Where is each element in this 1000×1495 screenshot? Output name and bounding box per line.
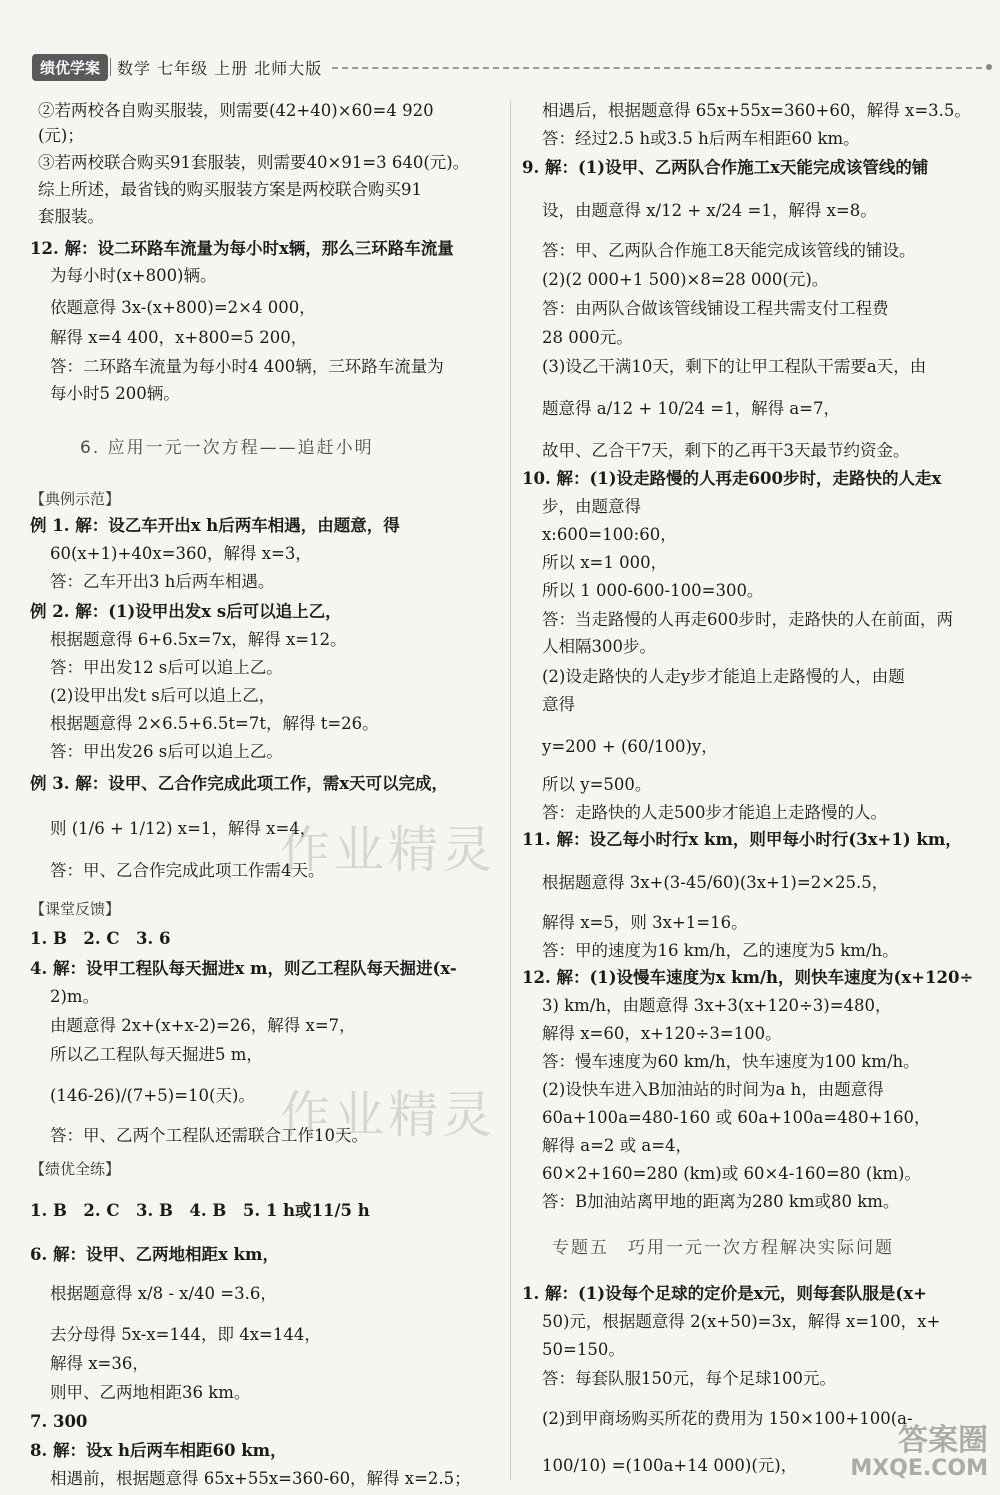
equation-line: 根据题意得 2×6.5+6.5t=7t，解得 t=26。 <box>50 714 379 733</box>
section-tag: 【课堂反馈】 <box>30 900 121 918</box>
answer-choices: 1. B 2. C 3. B 4. B 5. 1 h或11/5 h <box>30 1201 370 1220</box>
answer-line: 答：甲、乙两个工程队还需联合工作10天。 <box>50 1126 368 1145</box>
answer-line: 答：甲、乙两队合作施工8天能完成该管线的铺设。 <box>542 241 916 260</box>
header-dot <box>986 64 992 70</box>
problem-4: 4. 解：设甲工程队每天掘进x m，则乙工程队每天掘进(x- <box>30 959 457 978</box>
problem-12: 12. 解：设二环路车流量为每小时x辆，那么三环路车流量 <box>30 239 454 258</box>
equation-line: 则 (1/6 + 1/12) x=1，解得 x=4， <box>50 819 317 838</box>
equation-line: 根据题意得 3x+(3-45/60)(3x+1)=2×25.5， <box>542 873 889 892</box>
text-line: (2)设快车进入B加油站的时间为a h，由题意得 <box>542 1080 884 1099</box>
text-line: 解得 x=60，x+120÷3=100。 <box>542 1024 782 1043</box>
column-divider <box>510 100 511 1480</box>
answer-line: 答：甲的速度为16 km/h，乙的速度为5 km/h。 <box>542 941 899 960</box>
problem-11: 11. 解：设乙每小时行x km，则甲每小时行(3x+1) km， <box>522 830 962 849</box>
answer-line: 答：由两队合做该管线铺设工程共需支付工程费 <box>542 299 889 318</box>
section-tag: 【绩优全练】 <box>30 1160 121 1178</box>
text-line: 所以 1 000-600-100=300。 <box>542 581 764 600</box>
text-line: (2)到甲商场购买所花的费用为 150×100+100(a- <box>542 1409 913 1428</box>
problem-6: 6. 解：设甲、乙两地相距x km， <box>30 1245 279 1264</box>
answer-line: 答：B加油站离甲地的距离为280 km或80 km。 <box>542 1192 900 1211</box>
fraction-line: 100/10) =(100a+14 000)(元)， <box>542 1456 798 1475</box>
equation-line: 60(x+1)+40x=360，解得 x=3， <box>50 544 312 563</box>
example-3: 例 3. 解：设甲、乙合作完成此项工作，需x天可以完成， <box>30 774 449 793</box>
text-line: 综上所述，最省钱的购买服装方案是两校联合购买91 <box>38 180 422 199</box>
problem-12: 12. 解：(1)设慢车速度为x km/h，则快车速度为(x+120÷ <box>522 968 974 987</box>
text-line: 解得 x=5，则 3x+1=16。 <box>542 913 748 932</box>
equation-line: 相遇后，根据题意得 65x+55x=360+60，解得 x=3.5。 <box>542 101 971 120</box>
text-line: 去分母得 5x-x=144，即 4x=144， <box>50 1325 321 1344</box>
text-line: 50=150。 <box>542 1340 625 1359</box>
answer-line: 答：甲出发26 s后可以追上乙。 <box>50 742 283 761</box>
text-line: (元)； <box>38 126 84 145</box>
equation-line: 题意得 a/12 + 10/24 =1，解得 a=7， <box>542 399 840 418</box>
corner-watermark-title: 答案圈 <box>898 1422 988 1458</box>
text-line: 60×2+160=280 (km)或 60×4-160=80 (km)。 <box>542 1164 921 1183</box>
equation-line: 设，由题意得 x/12 + x/24 =1，解得 x=8。 <box>542 201 877 220</box>
text-line: 2)m。 <box>50 987 100 1006</box>
brand-badge: 绩优学案 <box>32 54 108 81</box>
equation-line: 相遇前，根据题意得 65x+55x=360-60，解得 x=2.5； <box>50 1469 471 1488</box>
answer-line: 答：经过2.5 h或3.5 h后两车相距60 km。 <box>542 129 860 148</box>
answer-line: 答：甲、乙合作完成此项工作需4天。 <box>50 861 325 880</box>
text-line: 意得 <box>542 695 575 714</box>
text-line: (2)设走路快的人走y步才能追上走路慢的人，由题 <box>542 667 905 686</box>
text-line: 步，由题意得 <box>542 497 641 516</box>
text-line: 解得 a=2 或 a=4， <box>542 1136 693 1155</box>
text-line: 所以 x=1 000， <box>542 553 668 572</box>
equation-line: 根据题意得 6+6.5x=7x，解得 x=12。 <box>50 630 347 649</box>
equation-line: 由题意得 2x+(x+x-2)=26，解得 x=7， <box>50 1016 356 1035</box>
corner-watermark-url: MXQE.COM <box>850 1455 988 1481</box>
section-tag: 【典例示范】 <box>30 490 121 508</box>
text-line: 所以乙工程队每天掘进5 m， <box>50 1045 263 1064</box>
answer-line: 答：二环路车流量为每小时4 400辆，三环路车流量为 <box>50 357 444 376</box>
text-line: ③若两校联合购买91套服装，则需要40×91=3 640(元)。 <box>38 153 470 172</box>
text-line: 50)元，根据题意得 2(x+50)=3x，解得 x=100，x+ <box>542 1312 941 1331</box>
equation-line: 60a+100a=480-160 或 60a+100a=480+160， <box>542 1108 931 1127</box>
header-separator <box>110 58 111 76</box>
example-1: 例 1. 解：设乙车开出x h后两车相遇，由题意，得 <box>30 516 400 535</box>
text-line: ②若两校各自购买服装，则需要(42+40)×60=4 920 <box>38 101 434 120</box>
text-line: 解得 x=36， <box>50 1354 149 1373</box>
watermark-text: 作业精灵 <box>280 1086 496 1144</box>
answer-choices: 1. B 2. C 3. 6 <box>30 929 171 948</box>
page-header <box>32 52 992 82</box>
answer-line: 答：慢车速度为60 km/h，快车速度为100 km/h。 <box>542 1052 920 1071</box>
answer-line: 答：走路快的人走500步才能追上走路慢的人。 <box>542 803 887 822</box>
section-title: 6. 应用一元一次方程——追赶小明 <box>80 438 374 458</box>
section-title: 专题五 巧用一元一次方程解决实际问题 <box>552 1238 894 1258</box>
equation-line: x:600=100:60， <box>542 525 677 544</box>
header-dashed-rule <box>332 67 982 69</box>
problem-10: 10. 解：(1)设走路慢的人再走600步时，走路快的人走x <box>522 469 942 488</box>
text-line: 解得 x=4 400，x+800=5 200， <box>50 328 308 347</box>
fraction-line: (146-26)/(7+5)=10(天)。 <box>50 1086 255 1105</box>
problem-7: 7. 300 <box>30 1412 88 1431</box>
text-line: 所以 y=500。 <box>542 775 652 794</box>
text-line: 3) km/h，由题意得 3x+3(x+120÷3)=480， <box>542 996 892 1015</box>
text-line: 则甲、乙两地相距36 km。 <box>50 1383 251 1402</box>
corner-watermark <box>850 1424 988 1481</box>
equation-line: y=200 + (60/100)y， <box>542 737 718 756</box>
header-subtitle: 数学 七年级 上册 北师大版 <box>117 58 323 78</box>
text-line: 每小时5 200辆。 <box>50 384 180 403</box>
answer-line: 答：乙车开出3 h后两车相遇。 <box>50 572 275 591</box>
problem-9: 9. 解：(1)设甲、乙两队合作施工x天能完成该管线的铺 <box>522 158 929 177</box>
equation-line: 根据题意得 x/8 - x/40 =3.6， <box>50 1284 277 1303</box>
problem-1: 1. 解：(1)设每个足球的定价是x元，则每套队服是(x+ <box>522 1284 927 1303</box>
text-line: 套服装。 <box>38 207 104 226</box>
equation-line: 依题意得 3x-(x+800)=2×4 000， <box>50 298 316 317</box>
text-line: (2)设甲出发t s后可以追上乙， <box>50 686 276 705</box>
text-line: 人相隔300步。 <box>542 637 656 656</box>
answer-line: 答：当走路慢的人再走600步时，走路快的人在前面，两 <box>542 610 953 629</box>
text-line: 28 000元。 <box>542 328 633 347</box>
text-line: (3)设乙干满10天，剩下的让甲工程队干需要a天，由 <box>542 357 927 376</box>
watermark-text: 作业精灵 <box>280 821 496 879</box>
text-line: (2)(2 000+1 500)×8=28 000(元)。 <box>542 270 829 289</box>
text-line: 故甲、乙合干7天，剩下的乙再干3天最节约资金。 <box>542 441 910 460</box>
example-2: 例 2. 解：(1)设甲出发x s后可以追上乙， <box>30 602 342 621</box>
answer-line: 答：每套队服150元，每个足球100元。 <box>542 1369 836 1388</box>
answer-line: 答：甲出发12 s后可以追上乙。 <box>50 658 283 677</box>
text-line: 为每小时(x+800)辆。 <box>50 266 217 285</box>
problem-8: 8. 解：设x h后两车相距60 km， <box>30 1441 287 1460</box>
